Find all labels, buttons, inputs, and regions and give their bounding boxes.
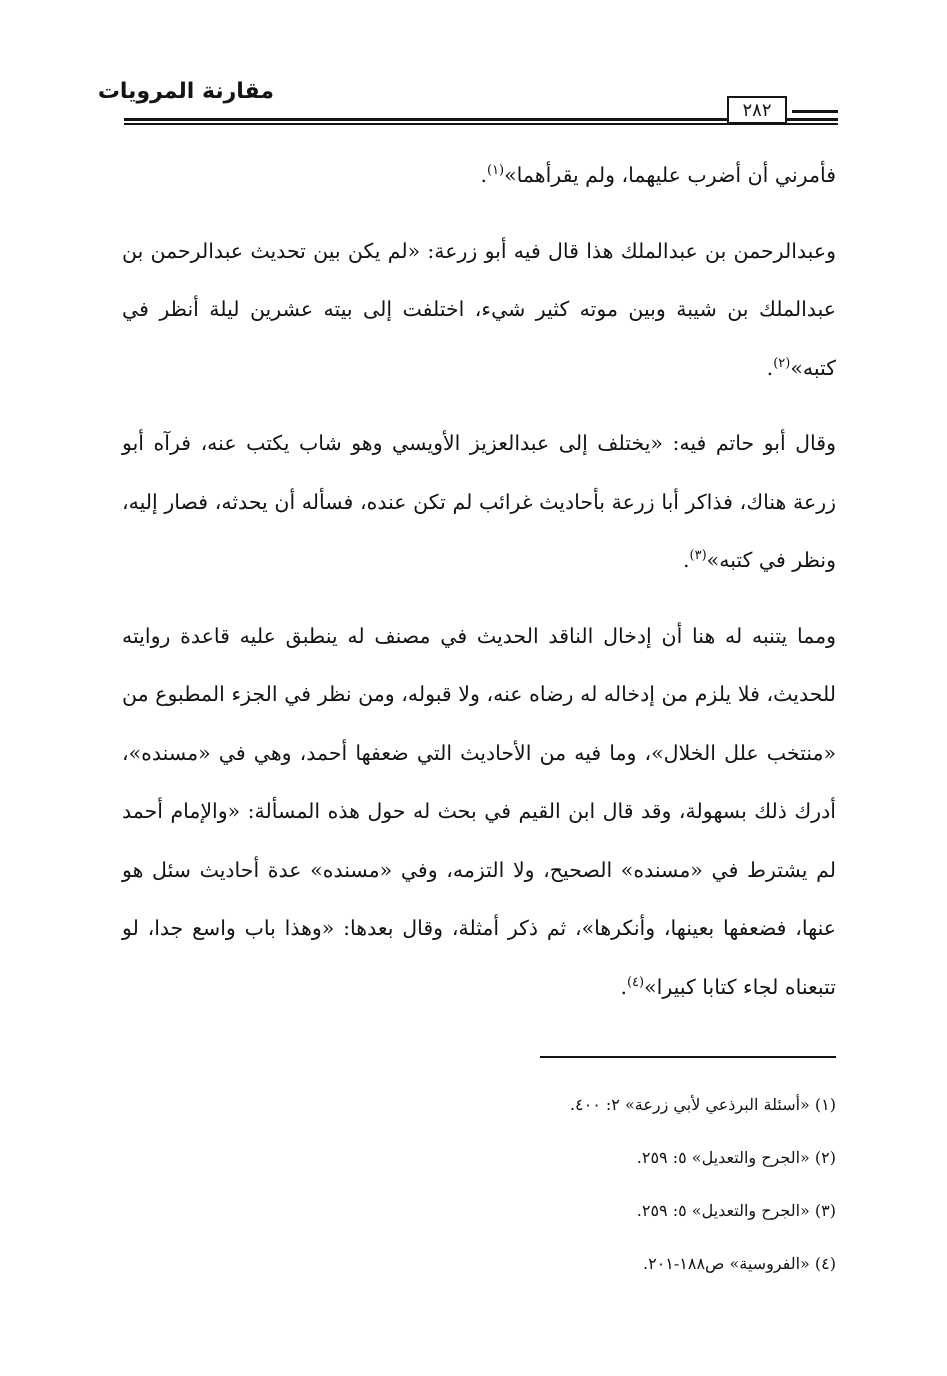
- footnote: (٣) «الجرح والتعديل» ٥: ٢٥٩.: [636, 1201, 836, 1220]
- paragraph: وقال أبو حاتم فيه: «يختلف إلى عبدالعزيز الأويسي وهو شاب يكتب عنه، فرآه أبو زرعة هناك، فذاكر أبا زرعة بأحاديث غرائب لم تكن عنده، فسأله أن يحدثه، فصار إليه، ونظر في كتبه»$^{(٣)}$.: [122, 431, 836, 572]
- footnote: (٢) «الجرح والتعديل» ٥: ٢٥٩.: [636, 1148, 836, 1167]
- footnote-ref[interactable]: (١): [486, 163, 505, 179]
- body-text: [122, 146, 836, 1016]
- page-title: مقارنة المرويات: [97, 79, 274, 104]
- footnote-ref[interactable]: (٢): [773, 355, 791, 371]
- footnote-divider: [540, 1056, 836, 1058]
- paragraph: ومما يتنبه له هنا أن إدخال الناقد الحديث في مصنف له ينطبق عليه قاعدة روايته للحديث، فلا يلزم من إدخاله له رضاه عنه، ولا قبوله، ومن نظر في الجزء المطبوع من «منتخب علل الخلال»، وما فيه من الأحاديث التي ضعفها أحمد، وهي في «مسنده»، أدرك ذلك بسهولة، وقد قال ابن القيم في بحث له حول هذه المسألة: «والإمام أحمد لم يشترط في «مسنده» الصحيح، ولا التزمه، وفي «مسنده» عدة أحاديث سئل هو عنها، فضعفها بعينها، وأنكرها»، ثم ذكر أمثلة، وقال بعدها: «وهذا باب واسع جدا، لو تتبعناه لجاء كتابا كبيرا»$^{(٤)}$.: [122, 623, 836, 999]
- footnote: (١) «أسئلة البرذعي لأبي زرعة» ٢: ٤٠٠.: [569, 1095, 836, 1114]
- footnote-ref[interactable]: (٣): [689, 548, 707, 564]
- footnote-ref[interactable]: (٤): [626, 974, 645, 990]
- paragraph: فأمرني أن أضرب عليهما، ولم يقرأهما»$^{(١)}$.: [480, 163, 836, 187]
- footnotes: [300, 1078, 836, 1290]
- paragraph: وعبدالرحمن بن عبدالملك هذا قال فيه أبو زرعة: «لم يكن بين تحديث عبدالرحمن بن عبدالملك بن شيبة وبين موته كثير شيء، اختلفت إلى بيته عشرين ليلة أنظر في كتبه»$^{(٢)}$.: [122, 238, 836, 380]
- footnote: (٤) «الفروسية» ص١٨٨-٢٠١.: [642, 1254, 836, 1273]
- page-number: ٢٨٢: [727, 96, 787, 124]
- header-rule-short: [792, 110, 838, 113]
